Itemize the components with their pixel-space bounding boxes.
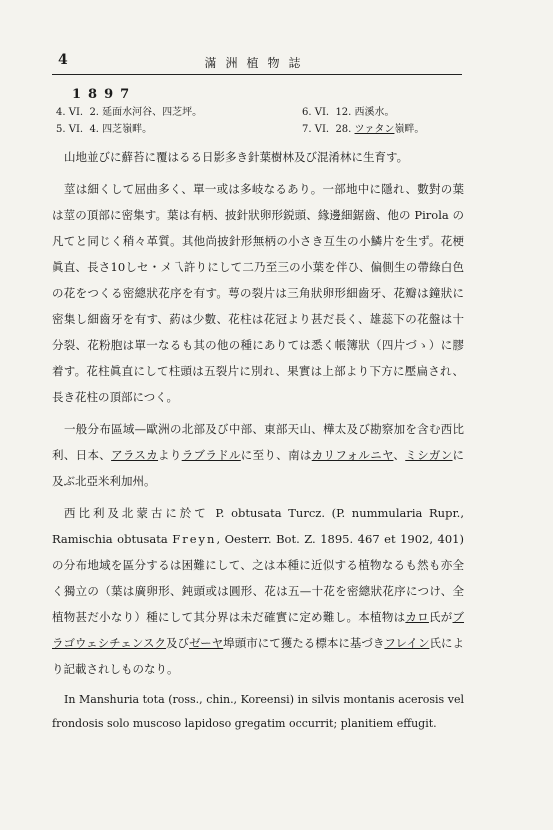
taxonomy-text: 及び (166, 636, 190, 650)
place-california: カリフォルニヤ (311, 448, 394, 462)
author-name: Freyn (172, 532, 217, 546)
place-blagoveshchensk: ブラゴウェシチェンスク (52, 610, 465, 650)
taxonomy-text: 埠頭市にて獲たる標本に基づき (223, 636, 385, 650)
record-locality: 2. 延面水河谷、四芝坪。 (89, 107, 203, 118)
running-title: 滿洲植物誌 (204, 56, 310, 70)
distribution-paragraph (52, 416, 464, 494)
record-left-1 (56, 106, 202, 120)
description-paragraph: 莖は細くして屈曲多く、單一或は多岐なるあり。一部地中に隱れ、數對の葉は莖の頂部に密集す。葉は有柄、披針狀卵形鋭頭、緣邊細鋸齒、他の Pirola の凡てと同じく稍々革質。其他尚披針形無柄の小さき互生の小鱗片を生ず。花梗眞直、長さ10しセ・メ乁許りにして二乃至三の小葉を伴ひ、偏側生の帶綠白色の花をつくる密總狀花序を有す。萼の裂片は三角狀卵形細齒牙、花瓣は鐘狀に密集し細齒牙を有す、葯は少數、花柱は花冠より甚だ長く、雄蕊下の花盤は十分裂、花粉胞は單一なるも其の他の種にありては悉く帳簿狀（四片づゝ）に膠着す。花柱眞直にして柱頭は五裂片に別れ、果實は上部より下方に壓扁され、長き花柱の頂部につく。 (52, 182, 464, 404)
record-locality: 嶺畔。 (394, 124, 425, 135)
person-frein: フレイン (384, 636, 430, 650)
header-rule (52, 74, 462, 75)
taxonomy-text: 氏が (428, 610, 453, 624)
distribution-text: に至り、南は (240, 448, 312, 462)
taxonomy-text: , Oesterr. Bot. Z. 1895. 467 et 1902, 401) の分布地域を區分するは困難にして、之は本種に近似する植物なるも然も亦全く獨立の（葉は廣卵形、鈍頭或は圓形、花は五—十花を密總狀花序につけ、全植物甚だ小なり）種にして其分界は未だ確實に定め難し。本植物は (52, 532, 464, 624)
place-labrador: ラブラドル (181, 448, 241, 462)
distribution-text: 一般分布區域—歐洲の北部及び中部、東部天山、樺太及び勘察加を含む西比利、日本、 (52, 422, 464, 462)
record-right-2 (302, 123, 424, 137)
record-number: 28. (335, 124, 355, 135)
record-date: 6. VI. (302, 107, 330, 118)
record-locality: 12. 西溪水。 (335, 107, 395, 118)
latin-paragraph: In Manshuria tota (ross., chin., Koreensi) in silvis montanis acerosis vel frondosis solo muscoso lapidoso gregatim occurrit; planitiem effugit. (52, 693, 464, 730)
distribution-text: に及ぶ北亞米利加州。 (52, 448, 465, 488)
place-zeya: ゼーヤ (189, 636, 224, 650)
record-right-1 (302, 106, 395, 120)
record-date: 4. VI. (56, 107, 84, 118)
page-header (52, 52, 462, 74)
main-text (52, 144, 464, 736)
record-date: 5. VI. (56, 124, 84, 135)
distribution-text: より (158, 448, 182, 462)
habitat-paragraph: 山地並びに蘚苔に覆はるる日影多き針葉樹林及び混淆林に生育す。 (64, 150, 409, 164)
place-alaska: アラスカ (111, 448, 159, 462)
record-left-2 (56, 123, 152, 137)
record-locality: 4. 四芝嶺畔。 (89, 124, 153, 135)
person-karo: カロ (405, 610, 429, 624)
separator: 、 (393, 448, 406, 462)
place-michigan: ミシガン (405, 448, 453, 462)
underlined-place-name: ツァタン (354, 124, 395, 135)
record-date: 7. VI. (302, 124, 330, 135)
taxonomy-text: 氏により記載されしものなり。 (52, 636, 465, 676)
taxonomy-text: 西比利及北蒙古に於て P. obtusata Turcz. (P. nummularia Rupr., Ramischia obtusata (52, 506, 464, 546)
taxonomy-paragraph (52, 500, 464, 682)
collection-year: 1897 (72, 87, 137, 102)
page-number: 4 (58, 52, 68, 68)
